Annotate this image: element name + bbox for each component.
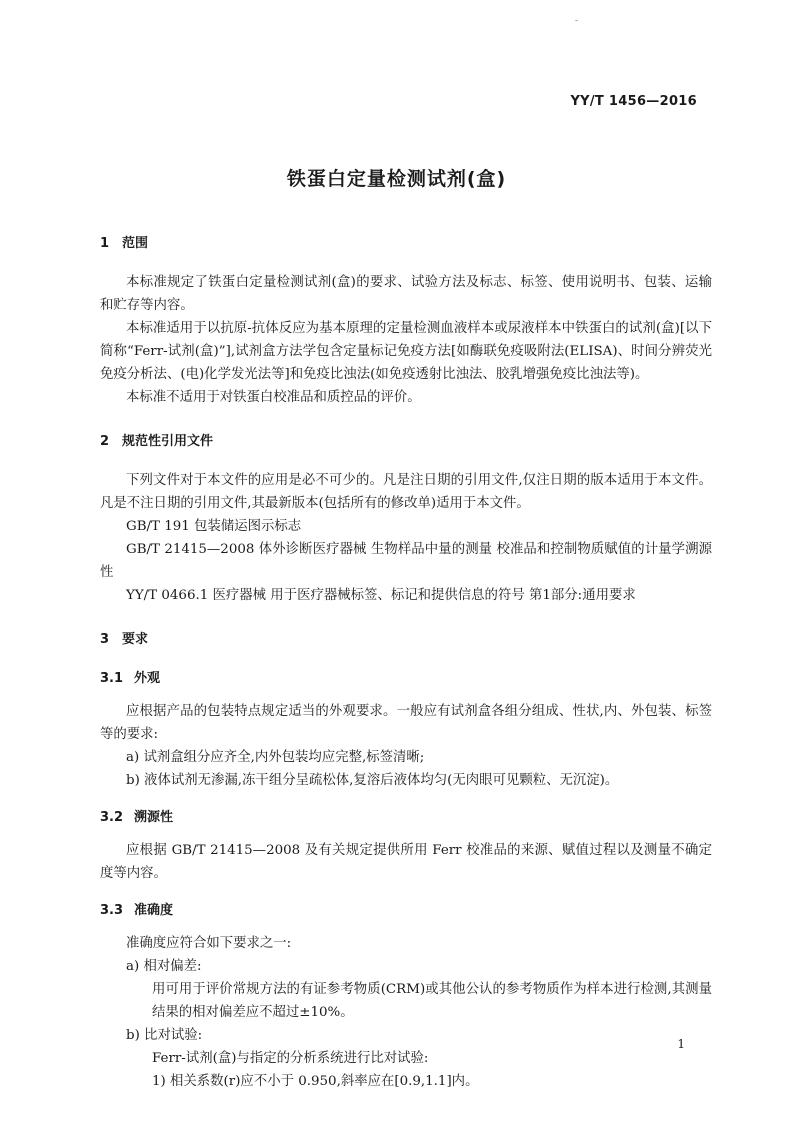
section-number: 3.1 [100,671,124,686]
section-title: 要求 [122,632,149,647]
appearance-paragraph: 应根据产品的包装特点规定适当的外观要求。一般应有试剂盒各组分组成、性状,内、外包装、标签等的要求: [100,704,712,742]
list-item-text: Ferr-试剂(盒)与指定的分析系统进行比对试验: [152,1051,429,1066]
section-1-heading [100,232,712,255]
scope-paragraph-2: 本标准适用于以抗原-抗体反应为基本原理的定量检测血液样本或尿液样本中铁蛋白的试剂(盒)[以下简称“Ferr-试剂(盒)”],试剂盒方法学包含定量标记免疫方法[如酶联免疫吸附法(ELISA)、时间分辨荧光免疫分析法、(电)化学发光法等]和免疫比浊法(如免疫透射比浊法、胶乳增强免疫比浊法等)。 [100,321,712,382]
document-title: 铁蛋白定量检测试剂(盒) [286,168,507,190]
section-3-3-heading [100,899,712,922]
section-title: 溯源性 [134,810,174,825]
section-number: 3.2 [100,810,124,825]
list-item: b) 液体试剂无渗漏,冻干组分呈疏松体,复溶后液体均匀(无肉眼可见颗粒、无沉淀)。 [126,773,619,788]
corner-mark: - [574,16,578,26]
section-title: 准确度 [134,903,174,918]
standard-code: YY/T 1456—2016 [570,94,697,109]
section-title: 范围 [122,236,149,251]
section-3-1-heading [100,667,712,690]
scope-paragraph-1: 本标准规定了铁蛋白定量检测试剂(盒)的要求、试验方法及标志、标签、使用说明书、包装、运输和贮存等内容。 [100,275,712,313]
reference-item: YY/T 0466.1 医疗器械 用于医疗器械标签、标记和提供信息的符号 第1部分:通用要求 [126,588,636,603]
references-intro: 下列文件对于本文件的应用是必不可少的。凡是注日期的引用文件,仅注日期的版本适用于本文件。凡是不注日期的引用文件,其最新版本(包括所有的修改单)适用于本文件。 [100,473,712,511]
accuracy-intro: 准确度应符合如下要求之一: [126,936,292,951]
list-item: a) 试剂盒组分应齐全,内外包装均应完整,标签清晰; [126,750,425,765]
section-3-heading [100,628,712,651]
reference-item: GB/T 191 包装储运图示标志 [126,519,302,534]
section-title: 外观 [134,671,161,686]
scope-paragraph-3: 本标准不适用于对铁蛋白校准品和质控品的评价。 [126,390,421,405]
section-number: 3 [100,632,110,647]
section-2-heading [100,430,712,453]
list-item: a) 相对偏差: [126,959,202,974]
section-number: 3.3 [100,903,124,918]
reference-item: GB/T 21415—2008 体外诊断医疗器械 生物样品中量的测量 校准品和控制物质赋值的计量学溯源性 [100,542,712,580]
section-number: 1 [100,236,110,251]
list-item-text: 用可用于评价常规方法的有证参考物质(CRM)或其他公认的参考物质作为样本进行检测,其测量结果的相对偏差应不超过±10%。 [152,982,712,1020]
section-number: 2 [100,434,110,449]
traceability-paragraph: 应根据 GB/T 21415—2008 及有关规定提供所用 Ferr 校准品的来源、赋值过程以及测量不确定度等内容。 [100,843,712,881]
document-body [100,232,712,1093]
section-title: 规范性引用文件 [122,434,214,449]
page-number: 1 [677,1037,685,1051]
section-3-2-heading [100,806,712,829]
sub-list-item: 1) 相关系数(r)应不小于 0.950,斜率应在[0.9,1.1]内。 [152,1074,479,1089]
list-item: b) 比对试验: [126,1028,203,1043]
